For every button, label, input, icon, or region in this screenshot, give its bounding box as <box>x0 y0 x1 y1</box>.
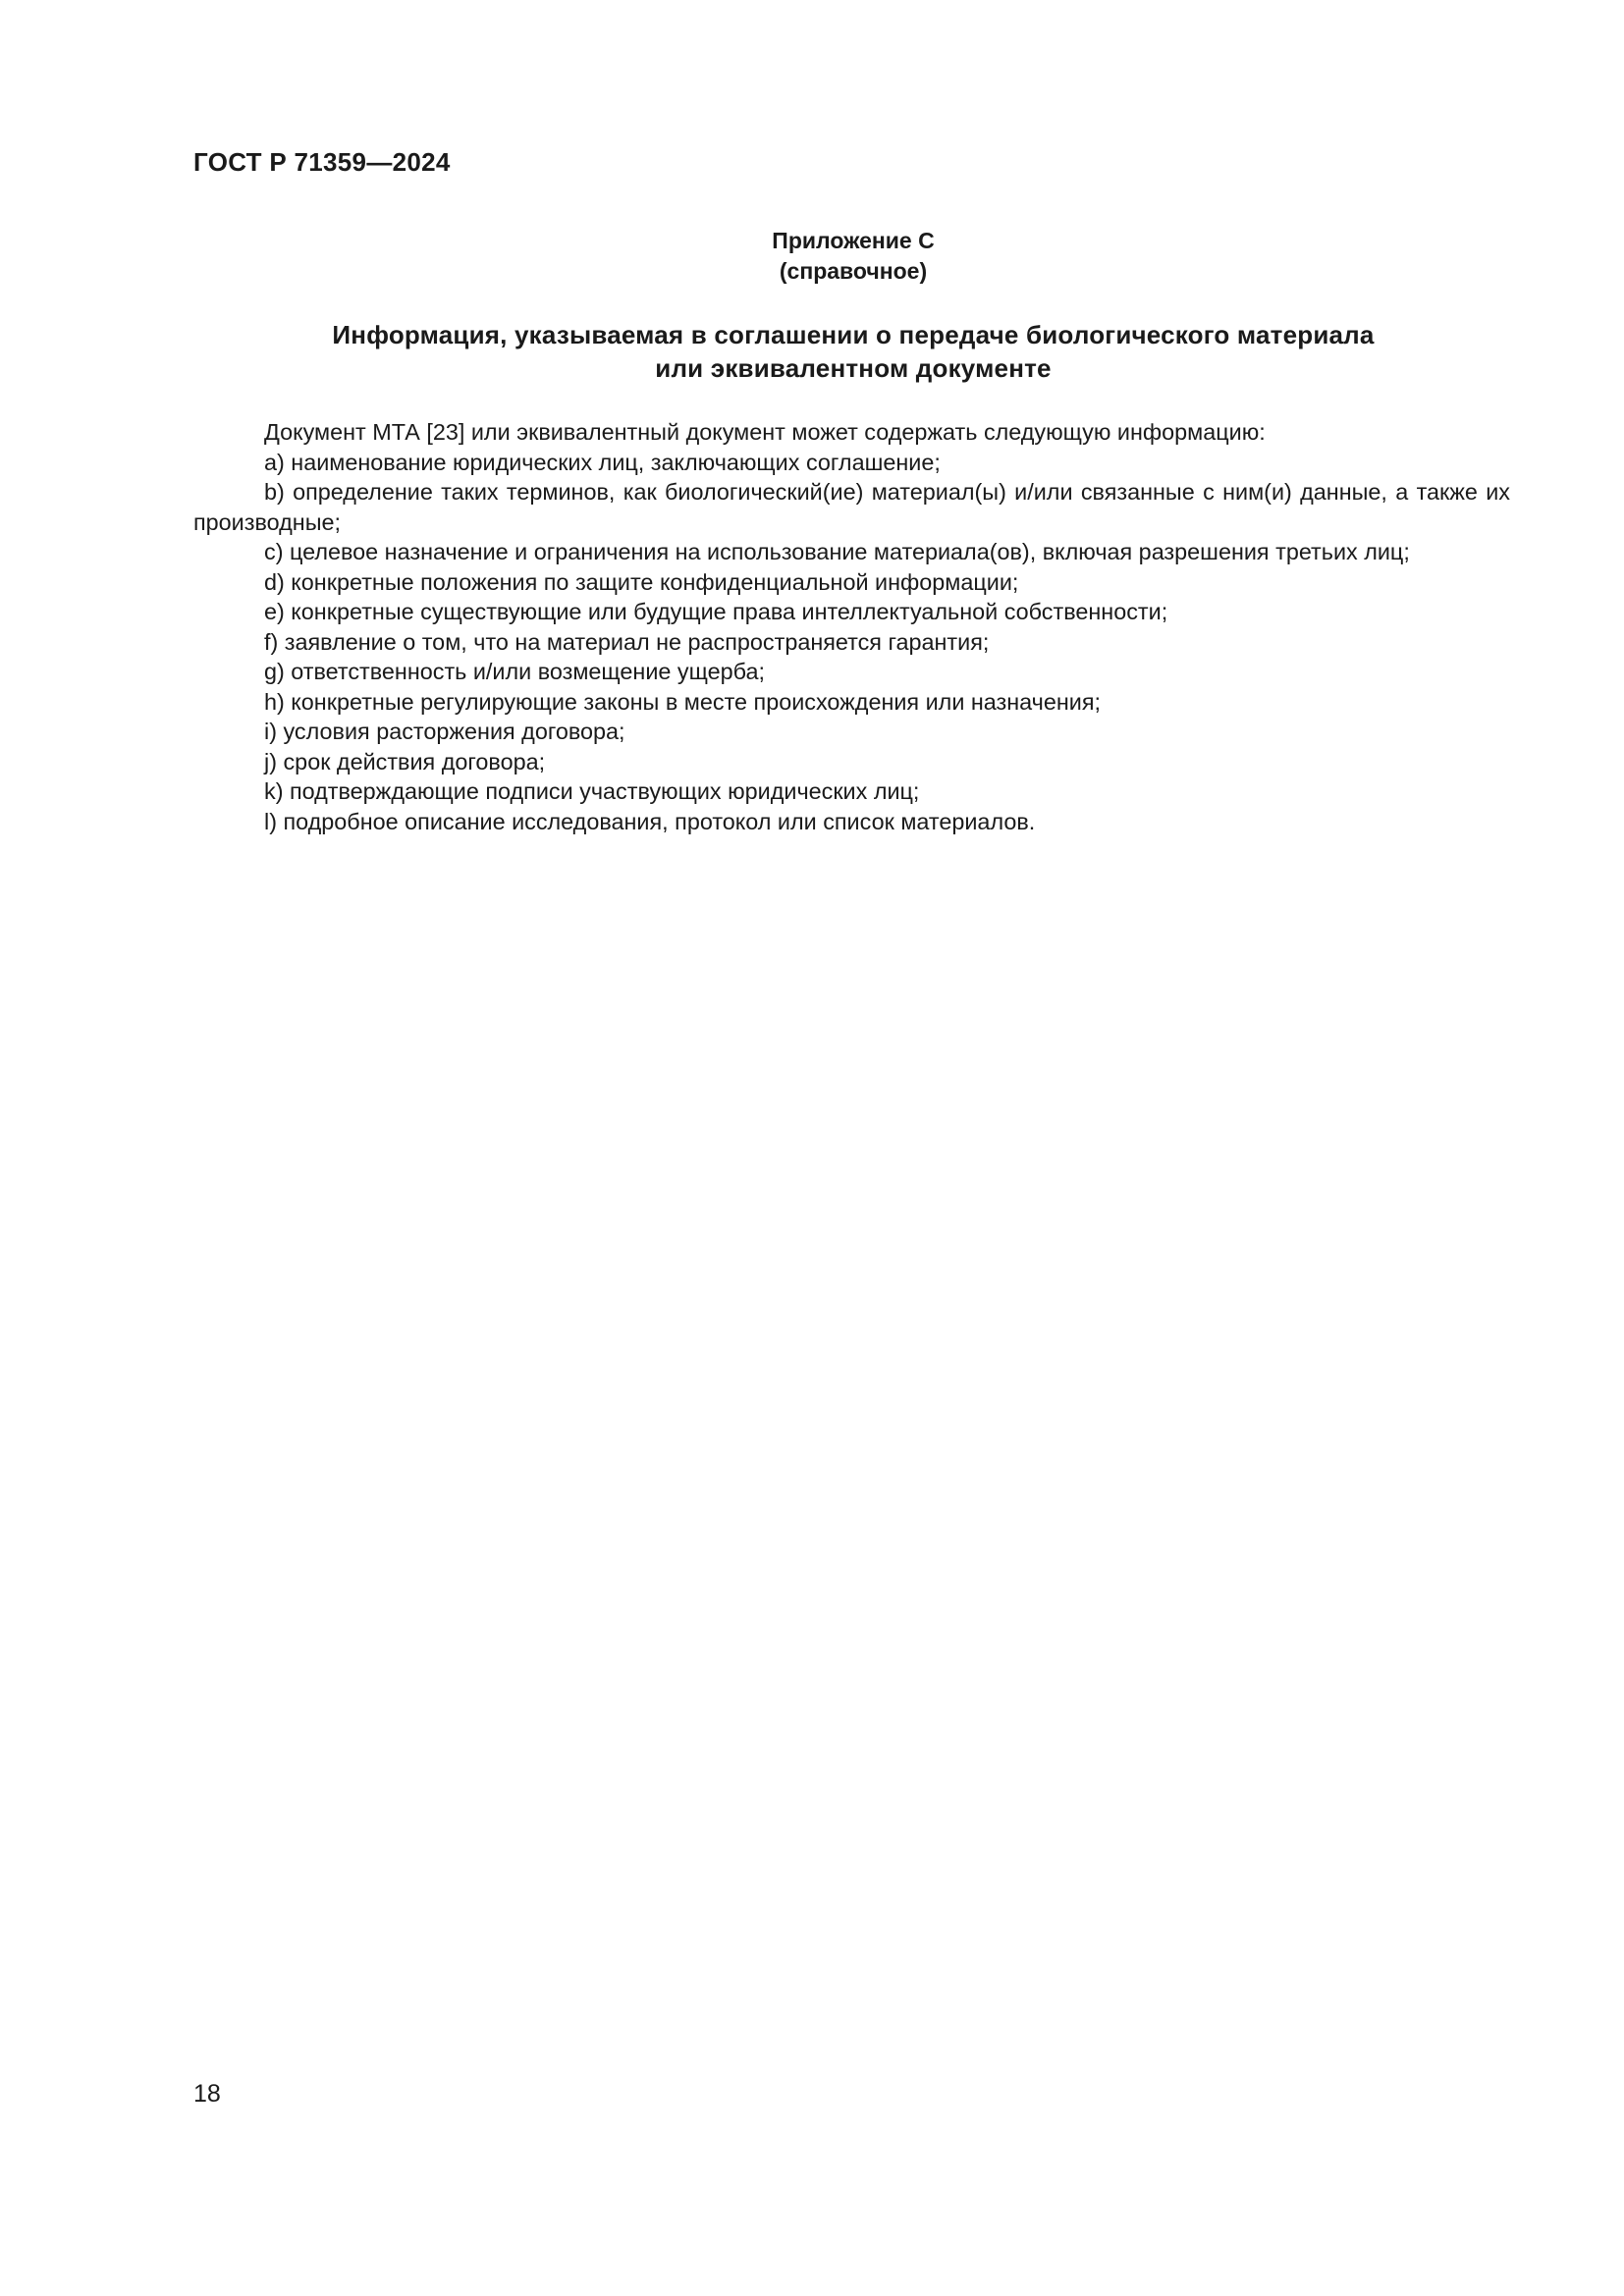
page-number: 18 <box>193 2080 221 2108</box>
section-title-line-1: Информация, указываемая в соглашении о передаче биологического материала <box>332 320 1375 349</box>
intro-paragraph: Документ МТА [23] или эквивалентный документ может содержать следующую информацию: <box>264 419 1266 445</box>
list-item: c) целевое назначение и ограничения на использование материала(ов), включая разрешения третьих лиц; <box>264 539 1410 564</box>
section-title <box>0 318 1624 385</box>
list-item: e) конкретные существующие или будущие права интеллектуальной собственности; <box>264 599 1168 624</box>
list-item: f) заявление о том, что на материал не распространяется гарантия; <box>264 628 990 655</box>
body-text <box>193 417 1510 836</box>
list-item: k) подтверждающие подписи участвующих юридических лиц; <box>264 778 920 804</box>
list-item: a) наименование юридических лиц, заключающих соглашение; <box>264 449 941 475</box>
appendix-heading <box>0 226 1624 287</box>
list-item: b) определение таких терминов, как биологический(ие) материал(ы) и/или связанные с ним(и) данные, а также их производные; <box>193 479 1510 535</box>
section-title-line-2: или эквивалентном документе <box>655 353 1052 383</box>
list-item: j) срок действия договора; <box>264 748 546 774</box>
appendix-type: (справочное) <box>779 258 928 284</box>
list-item: i) условия расторжения договора; <box>264 719 625 744</box>
appendix-label: Приложение С <box>772 228 935 253</box>
list-item: g) ответственность и/или возмещение ущерба; <box>264 659 765 684</box>
document-code: ГОСТ Р 71359—2024 <box>193 147 451 177</box>
list-item: h) конкретные регулирующие законы в месте происхождения или назначения; <box>264 688 1102 715</box>
list-item: l) подробное описание исследования, протокол или список материалов. <box>264 808 1036 834</box>
list-item: d) конкретные положения по защите конфиденциальной информации; <box>264 568 1019 595</box>
